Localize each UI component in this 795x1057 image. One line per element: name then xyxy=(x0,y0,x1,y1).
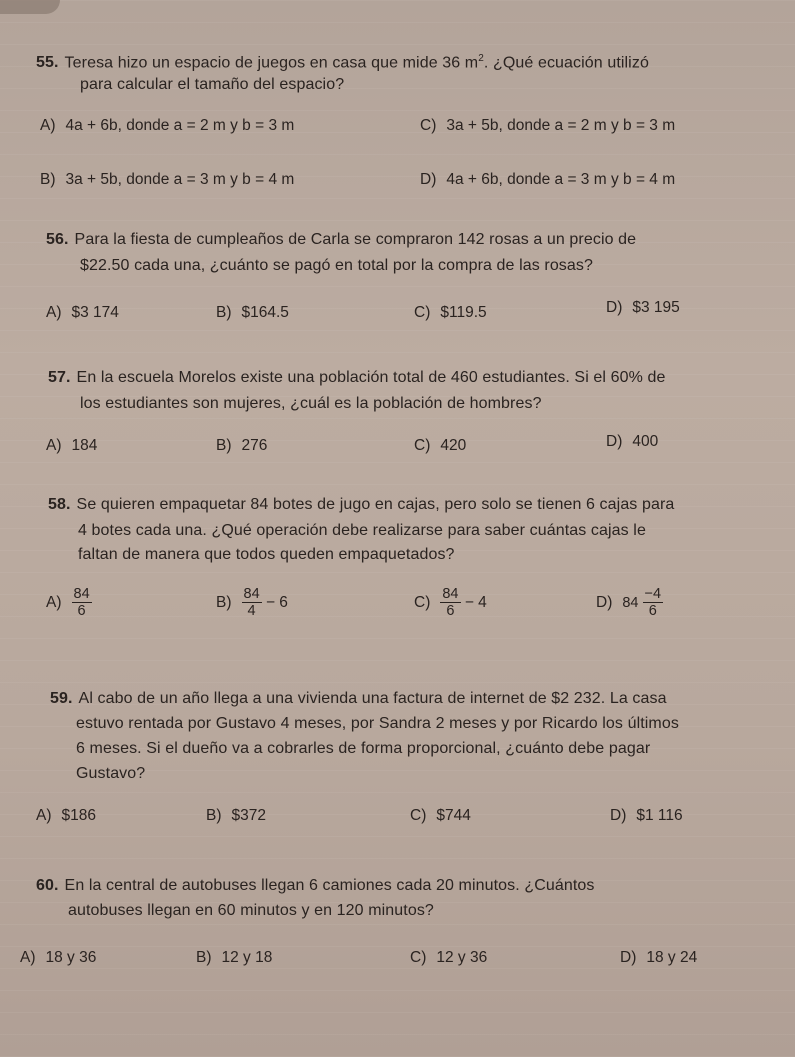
option-57-c[interactable] xyxy=(414,436,466,456)
option-letter: C) xyxy=(410,949,427,966)
option-55-c[interactable] xyxy=(420,116,675,136)
option-59-d[interactable] xyxy=(610,806,683,826)
option-58-a[interactable] xyxy=(46,586,92,619)
option-suffix: − 4 xyxy=(464,593,487,611)
fraction xyxy=(242,586,262,619)
numerator: 84 xyxy=(442,586,459,602)
option-text: 3a + 5b, donde a = 2 m y b = 3 m xyxy=(446,117,676,134)
option-letter: A) xyxy=(36,807,52,824)
option-text: 276 xyxy=(241,437,268,454)
question-number: 60. xyxy=(36,877,59,894)
option-text: 184 xyxy=(71,437,98,454)
option-text: $164.5 xyxy=(241,304,289,321)
option-56-a[interactable] xyxy=(46,303,119,323)
denominator: 6 xyxy=(77,603,86,619)
option-letter: B) xyxy=(216,437,232,454)
option-text: $744 xyxy=(436,807,471,824)
option-text: $372 xyxy=(231,807,266,824)
option-56-b[interactable] xyxy=(216,303,289,323)
option-letter: A) xyxy=(40,117,56,134)
question-text-line1-end: . ¿Qué ecuación utilizó xyxy=(483,54,649,72)
question-text-line1: En la central de autobuses llegan 6 camiones cada 20 minutos. ¿Cuántos xyxy=(64,877,595,894)
option-59-c[interactable] xyxy=(410,806,471,826)
option-text: $3 195 xyxy=(632,299,680,316)
option-letter: D) xyxy=(610,807,627,824)
option-text: 3a + 5b, donde a = 3 m y b = 4 m xyxy=(65,171,295,188)
option-prefix: 84 xyxy=(622,594,639,611)
option-59-b[interactable] xyxy=(206,806,266,826)
question-56-line2: $22.50 cada una, ¿cuánto se pagó en total por la compra de las rosas? xyxy=(80,257,594,274)
option-letter: C) xyxy=(420,117,437,134)
denominator: 4 xyxy=(247,603,256,619)
option-letter: D) xyxy=(596,593,613,611)
question-55-line2: para calcular el tamaño del espacio? xyxy=(80,76,345,93)
option-letter: B) xyxy=(216,304,232,321)
option-55-a[interactable] xyxy=(40,116,294,136)
question-text-line1: Para la fiesta de cumpleaños de Carla se compraron 142 rosas a un precio de xyxy=(74,231,637,248)
question-number: 58. xyxy=(48,496,71,513)
question-57 xyxy=(48,368,788,387)
option-60-b[interactable] xyxy=(196,948,272,968)
option-letter: D) xyxy=(620,949,637,966)
question-60-line2: autobuses llegan en 60 minutos y en 120 minutos? xyxy=(68,902,434,919)
option-55-b[interactable] xyxy=(40,170,294,190)
fraction xyxy=(643,586,664,619)
option-text: 4a + 6b, donde a = 3 m y b = 4 m xyxy=(446,171,676,188)
option-55-d[interactable] xyxy=(420,170,675,190)
option-letter: D) xyxy=(606,433,623,450)
option-letter: B) xyxy=(40,171,56,188)
option-56-d[interactable] xyxy=(606,298,680,318)
question-57-line2: los estudiantes son mujeres, ¿cuál es la población de hombres? xyxy=(80,395,542,412)
question-58-line2: 4 botes cada una. ¿Qué operación debe realizarse para saber cuántas cajas le xyxy=(78,522,646,539)
option-57-b[interactable] xyxy=(216,436,267,456)
fraction xyxy=(440,586,460,619)
numerator: 84 xyxy=(73,586,90,602)
option-letter: B) xyxy=(196,949,212,966)
question-55 xyxy=(36,49,776,72)
question-number: 56. xyxy=(46,231,69,248)
question-60 xyxy=(36,876,781,895)
option-57-d[interactable] xyxy=(606,432,658,452)
option-letter: C) xyxy=(414,304,431,321)
question-59-line2: estuvo rentada por Gustavo 4 meses, por Sandra 2 meses y por Ricardo los últimos xyxy=(76,715,679,732)
corner-smudge xyxy=(0,0,60,14)
option-letter: C) xyxy=(410,807,427,824)
option-text: $1 116 xyxy=(636,807,683,824)
option-letter: D) xyxy=(420,171,437,188)
fraction xyxy=(72,586,92,619)
option-letter: B) xyxy=(216,593,232,611)
option-text: 4a + 6b, donde a = 2 m y b = 3 m xyxy=(65,117,295,134)
option-letter: A) xyxy=(20,949,36,966)
option-text: 18 y 24 xyxy=(646,949,698,966)
option-text: 12 y 36 xyxy=(436,949,488,966)
option-letter: D) xyxy=(606,299,623,316)
option-text: $186 xyxy=(61,807,96,824)
question-59-line4: Gustavo? xyxy=(76,765,146,782)
option-57-a[interactable] xyxy=(46,436,97,456)
option-59-a[interactable] xyxy=(36,806,96,826)
option-58-d[interactable] xyxy=(596,586,663,619)
option-58-c[interactable] xyxy=(414,586,487,619)
superscript: 2 xyxy=(478,53,484,64)
option-text: 18 y 36 xyxy=(45,949,97,966)
denominator: 6 xyxy=(446,603,455,619)
question-56 xyxy=(46,230,786,249)
question-58-line3: faltan de manera que todos queden empaquetados? xyxy=(78,546,455,563)
option-text: 400 xyxy=(632,433,659,450)
option-58-b[interactable] xyxy=(216,586,288,619)
option-60-a[interactable] xyxy=(20,948,96,968)
numerator: 84 xyxy=(243,586,260,602)
option-60-d[interactable] xyxy=(620,948,697,968)
denominator: 6 xyxy=(648,603,657,619)
option-letter: A) xyxy=(46,437,62,454)
numerator: −4 xyxy=(644,586,662,602)
question-text-line1: Al cabo de un año llega a una vivienda una factura de internet de $2 232. La casa xyxy=(78,690,667,707)
question-text-line1: Teresa hizo un espacio de juegos en casa que mide 36 m xyxy=(64,54,479,72)
question-number: 59. xyxy=(50,690,73,707)
option-60-c[interactable] xyxy=(410,948,487,968)
option-text: $3 174 xyxy=(71,304,119,321)
question-59 xyxy=(50,689,795,708)
option-text: 12 y 18 xyxy=(221,949,273,966)
question-number: 55. xyxy=(36,54,59,72)
option-letter: A) xyxy=(46,304,62,321)
option-suffix: − 6 xyxy=(265,593,288,611)
option-letter: C) xyxy=(414,437,431,454)
option-letter: B) xyxy=(206,807,222,824)
question-number: 57. xyxy=(48,369,71,386)
question-text-line1: Se quieren empaquetar 84 botes de jugo en cajas, pero solo se tienen 6 cajas para xyxy=(76,496,675,513)
option-letter: C) xyxy=(414,593,431,611)
option-text: 420 xyxy=(440,437,467,454)
option-56-c[interactable] xyxy=(414,303,487,323)
question-58 xyxy=(48,495,793,514)
option-letter: A) xyxy=(46,593,62,611)
option-text: $119.5 xyxy=(440,304,487,321)
question-59-line3: 6 meses. Si el dueño va a cobrarles de forma proporcional, ¿cuánto debe pagar xyxy=(76,740,651,757)
question-text-line1: En la escuela Morelos existe una población total de 460 estudiantes. Si el 60% de xyxy=(76,369,666,386)
